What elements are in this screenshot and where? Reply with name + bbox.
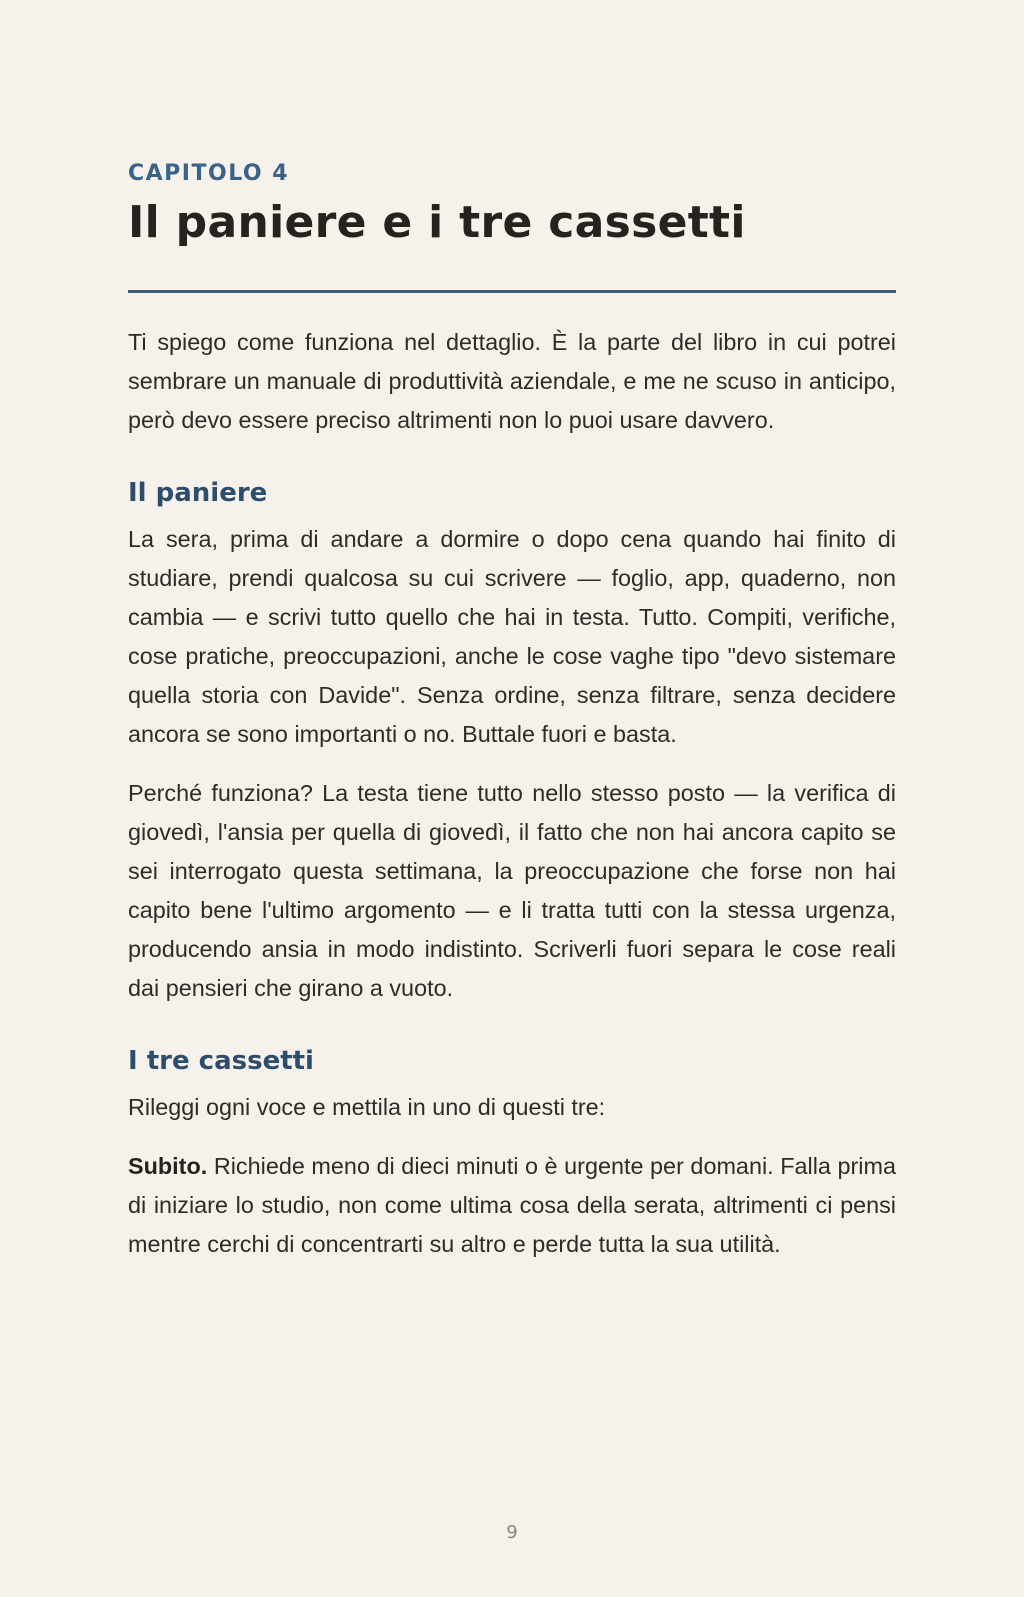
book-page	[128, 160, 896, 1264]
section-heading-cassetti: I tre cassetti	[128, 1046, 314, 1076]
intro-paragraph: Ti spiego come funziona nel dettaglio. È la parte del libro in cui potrei sembrare un manuale di produttività aziendale, e me ne scuso in anticipo, però devo essere preciso altrimenti non lo puoi usare davvero.	[128, 329, 896, 433]
paragraph: Rileggi ogni voce e mettila in uno di questi tre:	[128, 1094, 606, 1120]
page-number: 9	[506, 1522, 518, 1543]
paragraph: Perché funziona? La testa tiene tutto nello stesso posto — la verifica di giovedì, l'ansia per quella di giovedì, il fatto che non hai ancora capito se sei interrogato questa settimana, la preoccupazione che forse non hai capito bene l'ultimo argomento — e li tratta tutti con la stessa urgenza, producendo ansia in modo indistinto. Scriverli fuori separa le cose reali dai pensieri che girano a vuoto.	[128, 780, 896, 1001]
title-divider	[128, 290, 896, 293]
drawer-text: Richiede meno di dieci minuti o è urgente per domani. Falla prima di iniziare lo studio, non come ultima cosa della serata, altrimenti ci pensi mentre cerchi di concentrarti su altro e perde tutta la sua utilità.	[128, 1153, 896, 1257]
chapter-label: CAPITOLO 4	[128, 161, 290, 186]
drawer-paragraph-subito	[128, 1147, 896, 1264]
drawer-lead: Subito.	[128, 1153, 208, 1179]
section-heading-paniere: Il paniere	[128, 478, 268, 508]
chapter-title: Il paniere e i tre cassetti	[128, 197, 746, 248]
paragraph: La sera, prima di andare a dormire o dopo cena quando hai finito di studiare, prendi qualcosa su cui scrivere — foglio, app, quaderno, non cambia — e scrivi tutto quello che hai in testa. Tutto. Compiti, verifiche, cose pratiche, preoccupazioni, anche le cose vaghe tipo "devo sistemare quella storia con Davide". Senza ordine, senza filtrare, senza decidere ancora se sono importanti o no. Buttale fuori e basta.	[128, 526, 896, 747]
